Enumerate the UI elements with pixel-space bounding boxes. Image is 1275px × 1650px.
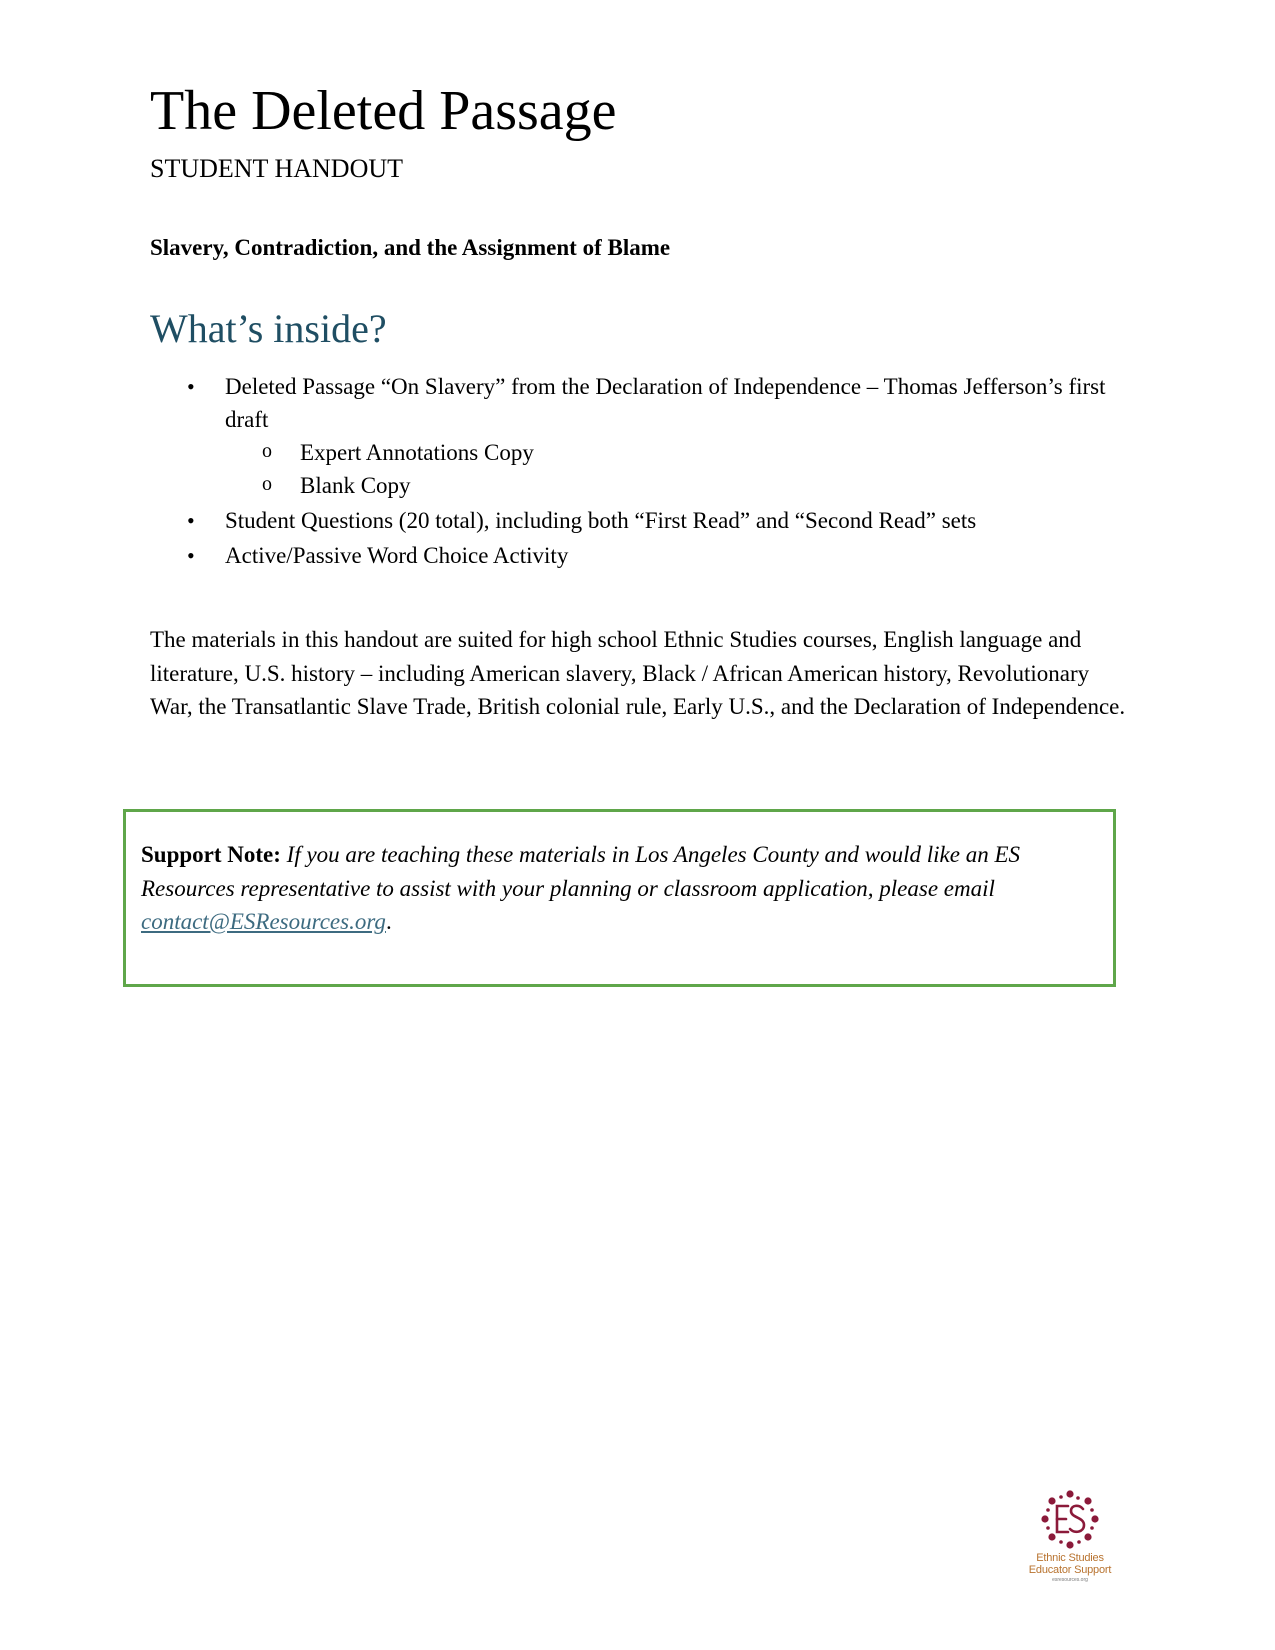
es-logo: [1020, 1488, 1120, 1598]
logo-org-line1: Ethnic Studies: [1036, 1552, 1104, 1564]
document-subtitle: STUDENT HANDOUT: [150, 154, 404, 183]
list-item: • Active/Passive Word Choice Activity: [150, 539, 1130, 572]
document-topic: Slavery, Contradiction, and the Assignment of Blame: [150, 235, 671, 260]
es-logo-icon: [1038, 1488, 1102, 1552]
logo-url: esresources.org: [1052, 1577, 1088, 1583]
support-note-body: If you are teaching these materials in Los Angeles County and would like an ES Resources representative to assist with your planning or classroom application, please email: [141, 842, 1021, 901]
description-paragraph: The materials in this handout are suited for high school Ethnic Studies courses, English language and literature, U.S. history – including American slavery, Black / African American history, Revolutionary War, the Transatlantic Slave Trade, British colonial rule, Early U.S., and the Declaration of Independence.: [150, 627, 1126, 719]
support-email-link[interactable]: contact@ESResources.org: [141, 909, 386, 934]
contents-list: [150, 370, 1130, 574]
support-note-box: [123, 809, 1116, 987]
list-item: • Student Questions (20 total), including both “First Read” and “Second Read” sets: [150, 504, 1130, 537]
section-heading-whats-inside: What’s inside?: [150, 306, 387, 351]
support-note-label: Support Note:: [141, 842, 281, 867]
support-note-end: .: [385, 909, 392, 934]
logo-org-line2: Educator Support: [1028, 1564, 1112, 1576]
document-title: The Deleted Passage: [150, 80, 617, 142]
sub-list-item: o Expert Annotations Copy: [150, 436, 1130, 469]
sub-list-item: o Blank Copy: [150, 469, 1130, 502]
list-item-text: Deleted Passage “On Slavery” from the Declaration of Independence – Thomas Jefferson’s first draft: [225, 374, 1106, 432]
list-item: [150, 370, 1130, 502]
